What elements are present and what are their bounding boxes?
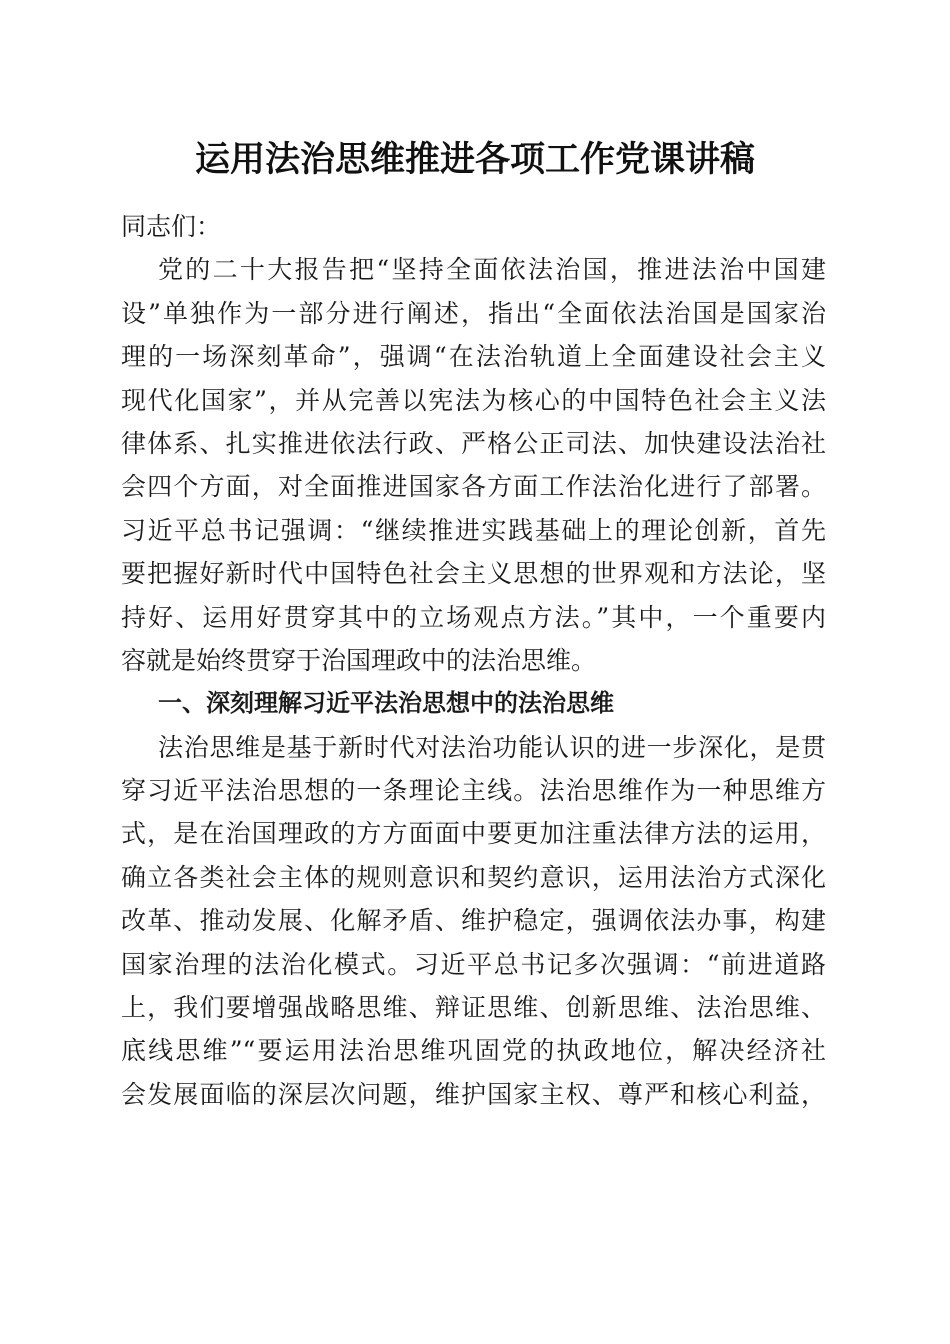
paragraph-line: 国家治理的法治化模式。习近平总书记多次强调：“前进道路 [121,949,826,979]
salutation: 同志们： [121,212,222,241]
paragraph-line: 会四个方面，对全面推进国家各方面工作法治化进行了部署。 [121,472,826,502]
paragraph-line: 理的一场深刻革命”，强调“在法治轨道上全面建设社会主义 [121,342,826,372]
paragraph-line: 会发展面临的深层次问题，维护国家主权、尊严和核心利益， [121,1079,826,1109]
paragraph-line: 习近平总书记强调：“继续推进实践基础上的理论创新，首先 [121,515,826,545]
paragraph-line: 持好、运用好贯穿其中的立场观点方法。”其中，一个重要内 [121,602,826,632]
paragraph-line: 设”单独作为一部分进行阐述，指出“全面依法治国是国家治 [121,298,826,328]
paragraph-line: 穿习近平法治思想的一条理论主线。法治思维作为一种思维方 [121,776,826,806]
paragraph-line: 上，我们要增强战略思维、辩证思维、创新思维、法治思维、 [121,993,826,1023]
paragraph-line: 党的二十大报告把“坚持全面依法治国，推进法治中国建 [158,255,826,285]
paragraph-line: 底线思维”“要运用法治思维巩固党的执政地位，解决经济社 [121,1036,826,1066]
paragraph-line: 改革、推动发展、化解矛盾、维护稳定，强调依法办事，构建 [121,906,826,936]
paragraph-line: 容就是始终贯穿于治国理政中的法治思维。 [121,645,597,675]
document-body [121,205,826,1116]
section-heading: 一、深刻理解习近平法治思想中的法治思维 [158,689,614,718]
paragraph-line: 律体系、扎实推进依法行政、严格公正司法、加快建设法治社 [121,428,826,458]
paragraph-line: 确立各类社会主体的规则意识和契约意识，运用法治方式深化 [121,862,826,892]
paragraph-line: 要把握好新时代中国特色社会主义思想的世界观和方法论，坚 [121,559,826,589]
document-title: 运用法治思维推进各项工作党课讲稿 [194,139,755,180]
paragraph-line: 法治思维是基于新时代对法治功能认识的进一步深化，是贯 [158,732,826,762]
paragraph-line: 现代化国家”，并从完善以宪法为核心的中国特色社会主义法 [121,385,826,415]
paragraph-line: 式，是在治国理政的方方面面中要更加注重法律方法的运用， [121,819,826,849]
